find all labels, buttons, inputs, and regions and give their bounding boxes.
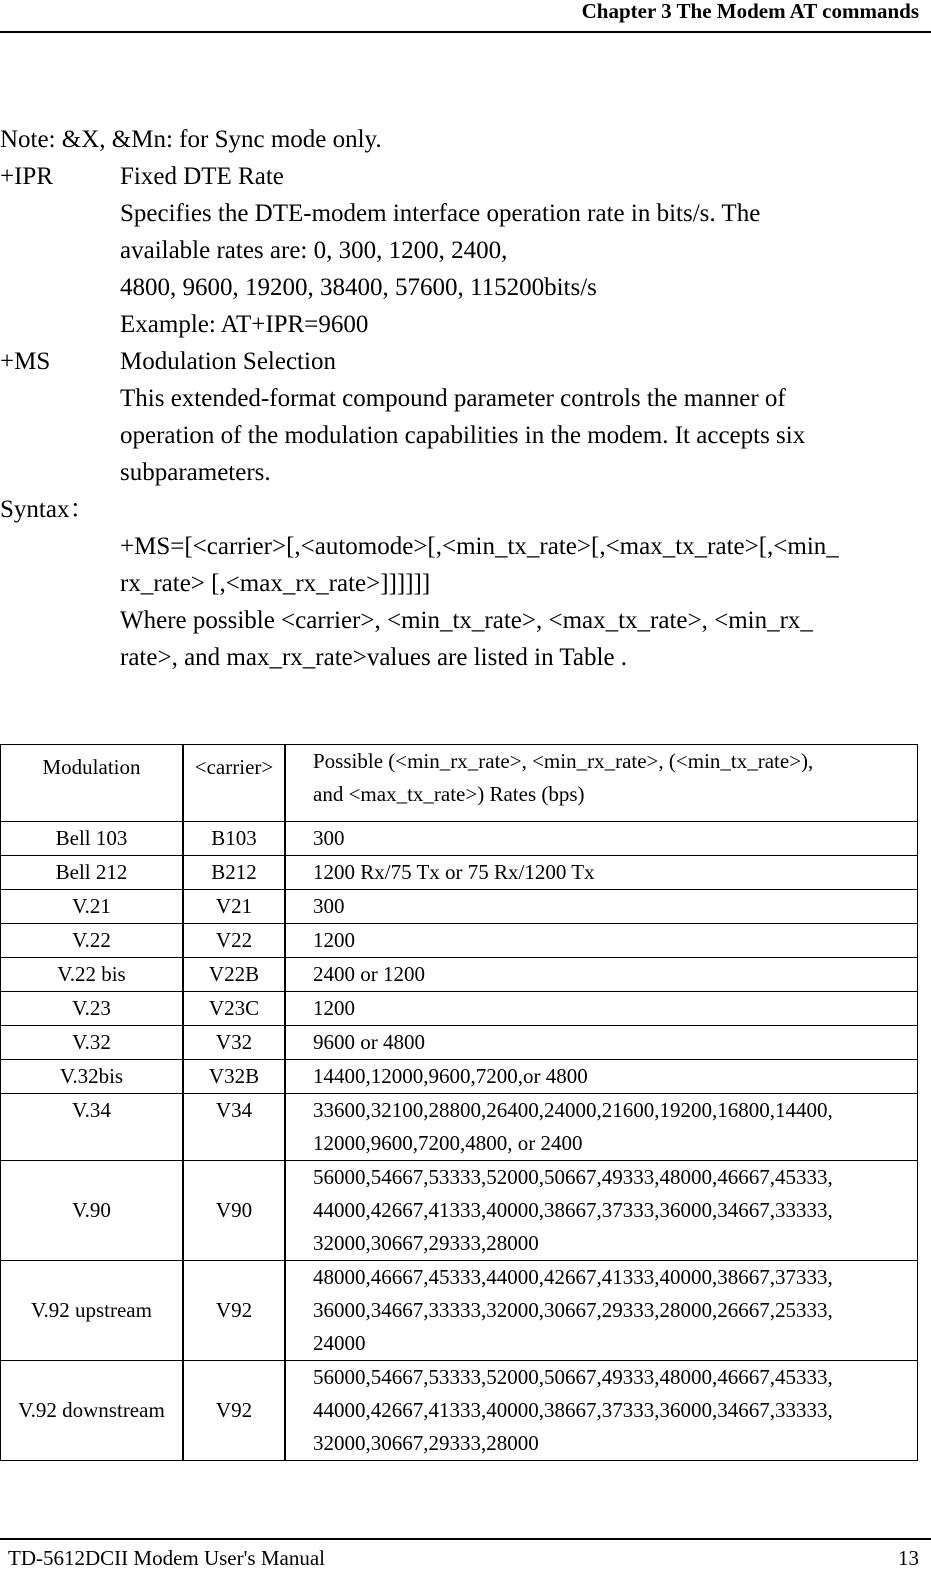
cell-modulation: V.32 (1, 1026, 184, 1060)
cell-modulation: V.22 (1, 924, 184, 958)
cell-rates: 56000,54667,53333,52000,50667,49333,48000,46667,45333, 44000,42667,41333,40000,38667,37333,36000,34667,33333, 32000,30667,29333,28000 (285, 1361, 918, 1461)
note-text: Note: &X, &Mn: for Sync mode only. (0, 126, 382, 153)
ms-heading (0, 343, 931, 380)
cell-rates: 1200 (285, 992, 918, 1026)
cell-modulation: V.92 downstream (1, 1361, 184, 1461)
footer-divider (0, 1538, 931, 1540)
cell-carrier: V92 (183, 1261, 285, 1361)
cell-carrier: V22 (183, 924, 285, 958)
table-header-row (1, 745, 918, 822)
cell-rates: 9600 or 4800 (285, 1026, 918, 1060)
cell-carrier: V90 (183, 1161, 285, 1261)
table-row (1, 822, 918, 856)
header-carrier: <carrier> (183, 745, 285, 822)
cell-modulation: V.90 (1, 1161, 184, 1261)
header-modulation: Modulation (1, 745, 184, 822)
chapter-header: Chapter 3 The Modem AT commands (581, 0, 919, 23)
cell-modulation: V.21 (1, 890, 184, 924)
cell-rates: 48000,46667,45333,44000,42667,41333,40000,38667,37333, 36000,34667,33333,32000,30667,29333,28000,26667,25333, 24000 (285, 1261, 918, 1361)
syntax-line: rate>, and max_rx_rate>values are listed in Table . (120, 644, 628, 671)
body-text (0, 121, 931, 676)
cell-rates: 56000,54667,53333,52000,50667,49333,48000,46667,45333, 44000,42667,41333,40000,38667,37333,36000,34667,33333, 32000,30667,29333,28000 (285, 1161, 918, 1261)
cell-rates: 33600,32100,28800,26400,24000,21600,19200,16800,14400, 12000,9600,7200,4800, or 2400 (285, 1094, 918, 1161)
cell-rates: 1200 (285, 924, 918, 958)
cell-carrier: V32 (183, 1026, 285, 1060)
syntax-line: +MS=[<carrier>[,<automode>[,<min_tx_rate>[,<max_tx_rate>[,<min_ (120, 533, 839, 560)
header-rates: Possible (<min_rx_rate>, <min_rx_rate>, (<min_tx_rate>), and <max_tx_rate>) Rates (bps) (285, 745, 918, 822)
cell-rates: 300 (285, 890, 918, 924)
table-row (1, 1261, 918, 1361)
table-row (1, 890, 918, 924)
table-row (1, 856, 918, 890)
cell-modulation: Bell 212 (1, 856, 184, 890)
table-row (1, 1161, 918, 1261)
syntax-line: rx_rate> [,<max_rx_rate>]]]]]] (120, 570, 431, 597)
modulation-rates-table (0, 744, 918, 1461)
header-divider (0, 31, 931, 33)
ms-command: +MS (0, 348, 51, 375)
table-row (1, 992, 918, 1026)
cell-rates: 2400 or 1200 (285, 958, 918, 992)
syntax-line: Where possible <carrier>, <min_tx_rate>, <max_tx_rate>, <min_rx_ (120, 607, 813, 634)
cell-modulation: V.32bis (1, 1060, 184, 1094)
syntax-label: Syntax： (0, 496, 95, 523)
ipr-heading (0, 158, 931, 195)
cell-rates: 1200 Rx/75 Tx or 75 Rx/1200 Tx (285, 856, 918, 890)
cell-carrier: B212 (183, 856, 285, 890)
ipr-desc-line: Specifies the DTE-modem interface operation rate in bits/s. The (120, 200, 761, 227)
table-row (1, 1361, 918, 1461)
ipr-example: Example: AT+IPR=9600 (120, 311, 369, 338)
page-number: 13 (898, 1546, 919, 1570)
note-line (0, 121, 931, 158)
cell-carrier: V21 (183, 890, 285, 924)
table-row (1, 1026, 918, 1060)
ipr-command: +IPR (0, 163, 54, 190)
manual-title: TD-5612DCII Modem User's Manual (8, 1546, 325, 1570)
table-row (1, 1094, 918, 1161)
ms-desc-line: subparameters. (120, 459, 271, 486)
table-row (1, 958, 918, 992)
ms-title: Modulation Selection (120, 348, 336, 375)
cell-carrier: V32B (183, 1060, 285, 1094)
cell-rates: 300 (285, 822, 918, 856)
ms-desc-line: This extended-format compound parameter controls the manner of (120, 385, 786, 412)
cell-modulation: Bell 103 (1, 822, 184, 856)
cell-carrier: B103 (183, 822, 285, 856)
cell-carrier: V22B (183, 958, 285, 992)
ipr-desc-line: 4800, 9600, 19200, 38400, 57600, 115200bits/s (120, 274, 597, 301)
cell-modulation: V.23 (1, 992, 184, 1026)
ipr-desc-line: available rates are: 0, 300, 1200, 2400, (120, 237, 508, 264)
table-row (1, 924, 918, 958)
ms-desc-line: operation of the modulation capabilities in the modem. It accepts six (120, 422, 806, 449)
cell-carrier: V34 (183, 1094, 285, 1161)
cell-modulation: V.34 (1, 1094, 184, 1161)
cell-carrier: V23C (183, 992, 285, 1026)
ipr-title: Fixed DTE Rate (120, 163, 284, 190)
cell-rates: 14400,12000,9600,7200,or 4800 (285, 1060, 918, 1094)
cell-carrier: V92 (183, 1361, 285, 1461)
cell-modulation: V.92 upstream (1, 1261, 184, 1361)
table-row (1, 1060, 918, 1094)
cell-modulation: V.22 bis (1, 958, 184, 992)
